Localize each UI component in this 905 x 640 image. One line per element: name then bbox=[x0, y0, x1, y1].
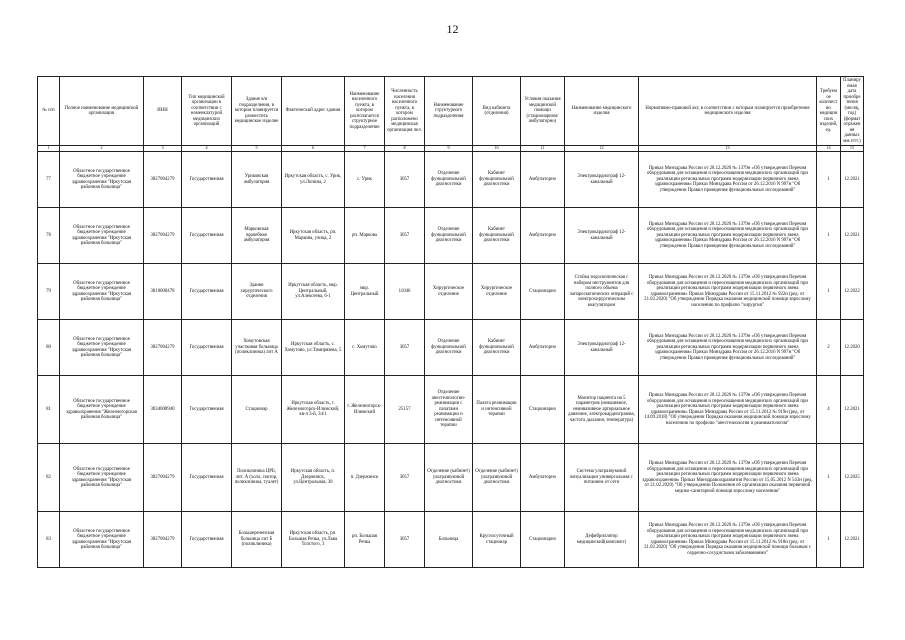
device-name: Монитор пациента на 5 параметров (инвазивное, неинвазивное артериальное давление, электрокардиограмма, частота дыхания, температура) bbox=[565, 376, 639, 444]
room-type-cell: Кабинет функциональной диагностики bbox=[473, 208, 521, 264]
organization-name: Областное государственное бюджетное учреждение здравоохранения "Иркутская районная больница" bbox=[60, 152, 144, 208]
row-number: 83 bbox=[38, 512, 60, 568]
row-number: 77 bbox=[38, 152, 60, 208]
building-cell: Уриковская амбулатория bbox=[232, 152, 282, 208]
column-header: Планируемая дата приобретения (месяц, год) (формат отражения данных мм.гггг.) bbox=[841, 77, 864, 146]
column-number: 10 bbox=[473, 146, 521, 152]
settlement-cell: мкр. Центральный bbox=[345, 264, 385, 320]
conditions-cell: Амбулаторно bbox=[521, 320, 565, 376]
population-cell: 11046 bbox=[385, 264, 425, 320]
room-type-cell: Круглосуточный стационар bbox=[473, 512, 521, 568]
inn-cell: 3827004279 bbox=[144, 208, 182, 264]
building-cell: Поликлиника ЦРБ, лит. А (холл, сектор, поликлиника, туалет) bbox=[232, 444, 282, 512]
column-header: Наименование структурного подразделения bbox=[425, 77, 473, 146]
organization-name: Областное государственное бюджетное учреждение здравоохранения "Железногорская районная больница" bbox=[60, 376, 144, 444]
inn-cell: 3834008940 bbox=[144, 376, 182, 444]
header-row bbox=[38, 77, 864, 146]
inn-cell: 3827004279 bbox=[144, 152, 182, 208]
purchase-date: 12.2025 bbox=[841, 444, 864, 512]
population-cell: 3057 bbox=[385, 512, 425, 568]
column-header: Наименование медицинского изделия bbox=[565, 77, 639, 146]
organization-name: Областное государственное бюджетное учреждение здравоохранения "Иркутская районная больница" bbox=[60, 208, 144, 264]
organization-name: Областное государственное бюджетное учреждение здравоохранения "Иркутская районная больница" bbox=[60, 512, 144, 568]
column-number: 15 bbox=[841, 146, 864, 152]
population-cell: 3057 bbox=[385, 444, 425, 512]
building-cell: Большереченская больница лит Б (поликлиника) bbox=[232, 512, 282, 568]
column-number: 7 bbox=[345, 146, 385, 152]
conditions-cell: Стационарно bbox=[521, 264, 565, 320]
column-header: № п/п bbox=[38, 77, 60, 146]
population-cell: 3057 bbox=[385, 208, 425, 264]
column-header: Нормативно-правовой акт, в соответствии с которым планируется приобретение медицинского изделия bbox=[639, 77, 817, 146]
column-header: Наименование населенного пункта, в котором располагается структурное подразделение bbox=[345, 77, 385, 146]
column-header: Полное наименование медицинской организации bbox=[60, 77, 144, 146]
legal-basis: Приказ Минздрава России от 28.12.2020 № 1379н «Об утверждении Перечня оборудования для оснащения и переоснащения медицинских организаций при реализации региональных программ модернизации первичного звена здравоохранения» Приказ Минздрава России от 15.11.2012 № 919н (ред. от 14.09.2018) "Об утверждении Порядка оказания медицинской помощи взрослому населению по профилю "анестезиология и реаниматология" bbox=[639, 376, 817, 444]
table-row bbox=[38, 376, 864, 444]
table-row bbox=[38, 444, 864, 512]
population-cell: 3057 bbox=[385, 152, 425, 208]
inn-cell: 3827004279 bbox=[144, 320, 182, 376]
legal-basis: Приказ Минздрава России от 28.12.2020 № 1379н «Об утверждении Перечня оборудования для оснащения и переоснащения медицинских организаций при реализации региональных программ модернизации первичного звена здравоохранения» Приказ Минздрава России от 26.12.2016 N 997н "Об утверждении Правил проведения функциональных исследований" bbox=[639, 152, 817, 208]
conditions-cell: Амбулаторно bbox=[521, 152, 565, 208]
org-type: Государственная bbox=[182, 444, 232, 512]
building-cell: Марковская врачебная амбулатория bbox=[232, 208, 282, 264]
purchase-date: 12.2021 bbox=[841, 208, 864, 264]
table-body bbox=[38, 152, 864, 568]
column-header: Численность населения населенного пункта, в котором расположено медицинская организация чел. bbox=[385, 77, 425, 146]
quantity-cell: 1 bbox=[817, 208, 841, 264]
inn-cell: 3827004279 bbox=[144, 512, 182, 568]
column-header: Здание в/в подразделения, в котором планируется разместить медицинское изделие bbox=[232, 77, 282, 146]
settlement-cell: с. Хомутово bbox=[345, 320, 385, 376]
quantity-cell: 1 bbox=[817, 264, 841, 320]
column-header: Вид кабинета (отделения) bbox=[473, 77, 521, 146]
column-header: ИНН bbox=[144, 77, 182, 146]
column-number: 13 bbox=[639, 146, 817, 152]
equipment-registry-table bbox=[37, 76, 864, 568]
purchase-date: 12.2020 bbox=[841, 320, 864, 376]
purchase-date: 12.2021 bbox=[841, 512, 864, 568]
organization-name: Областное государственное бюджетное учреждение здравоохранения "Иркутская районная больница" bbox=[60, 264, 144, 320]
org-type: Государственная bbox=[182, 512, 232, 568]
legal-basis: Приказ Минздрава России от 28.12.2020 № 1379н «Об утверждении Перечня оборудования для оснащения и переоснащения медицинских организаций при реализации региональных программ модернизации первичного звена здравоохранения» Приказ Минздрава России от 15.11.2012 № 918н (ред. от 21.02.2020) "Об утверждении Порядка оказания медицинской помощи больным с сердечно-сосудистыми заболеваниями" bbox=[639, 512, 817, 568]
row-number: 80 bbox=[38, 320, 60, 376]
table-row bbox=[38, 264, 864, 320]
unit-cell: Отделение функциональной диагностики bbox=[425, 320, 473, 376]
building-cell: Хомутовская участковая больница (поликлиника) лит А bbox=[232, 320, 282, 376]
row-number: 78 bbox=[38, 208, 60, 264]
settlement-cell: рп. Большая Речка bbox=[345, 512, 385, 568]
address-cell: Иркутская область, с. Хомутово, ул.Тимирязева, 5 bbox=[282, 320, 345, 376]
unit-cell: Отделение (кабинет) ультразвуковой диагностики bbox=[425, 444, 473, 512]
column-number: 11 bbox=[521, 146, 565, 152]
legal-basis: Приказ Минздрава России от 28.12.2020 № 1379н «Об утверждении Перечня оборудования для оснащения и переоснащения медицинских организаций при реализации региональных программ модернизации первичного звена здравоохранения» Приказ Минздравсоцразвития России от 15.05.2012 N 543н (ред. от 21.02.2020) "Об утверждении Положения об организации оказания первичной медико-санитарной помощи взрослому населению" bbox=[639, 444, 817, 512]
quantity-cell: 4 bbox=[817, 376, 841, 444]
quantity-cell: 1 bbox=[817, 512, 841, 568]
table-row bbox=[38, 320, 864, 376]
unit-cell: Отделение анестезиологии-реанимации с палатами реанимации и интенсивной терапии bbox=[425, 376, 473, 444]
org-type: Государственная bbox=[182, 152, 232, 208]
quantity-cell: 1 bbox=[817, 152, 841, 208]
page-number: 12 bbox=[446, 22, 459, 36]
legal-basis: Приказ Минздрава России от 28.12.2020 № 1379н «Об утверждении Перечня оборудования для оснащения и переоснащения медицинских организаций при реализации региональных программ модернизации первичного звена здравоохранения» Приказ Минздрава России от 15.11.2012 № 922н (ред. от 21.02.2020) "Об утверждении Порядка оказания медицинской помощи взрослому населению по профилю "хирургия" bbox=[639, 264, 817, 320]
org-type: Государственная bbox=[182, 208, 232, 264]
room-type-cell: Кабинет функциональной диагностики bbox=[473, 320, 521, 376]
org-type: Государственная bbox=[182, 320, 232, 376]
column-number: 14 bbox=[817, 146, 841, 152]
column-header: Тип медицинской организации в соответствии с номенклатурой медицинских организаций bbox=[182, 77, 232, 146]
table-row bbox=[38, 152, 864, 208]
conditions-cell: Амбулаторно bbox=[521, 208, 565, 264]
conditions-cell: Амбулаторно bbox=[521, 444, 565, 512]
table-row bbox=[38, 208, 864, 264]
unit-cell: Отделение функциональной диагностики bbox=[425, 152, 473, 208]
building-cell: Здание хирургического отделения bbox=[232, 264, 282, 320]
purchase-date: 12.2021 bbox=[841, 152, 864, 208]
room-type-cell: Отделение (кабинет) ультразвуковой диагностики bbox=[473, 444, 521, 512]
inn-cell: 3827004279 bbox=[144, 444, 182, 512]
legal-basis: Приказ Минздрава России от 28.12.2020 № 1379н «Об утверждении Перечня оборудования для оснащения и переоснащения медицинских организаций при реализации региональных программ модернизации первичного звена здравоохранения» Приказ Минздрава России от 26.12.2016 N 997н "Об утверждении Правил проведения функциональных исследований" bbox=[639, 208, 817, 264]
org-type: Государственная bbox=[182, 264, 232, 320]
column-number: 6 bbox=[282, 146, 345, 152]
org-type: Государственная bbox=[182, 376, 232, 444]
conditions-cell: Стационарно bbox=[521, 512, 565, 568]
row-number: 82 bbox=[38, 444, 60, 512]
population-cell: 25157 bbox=[385, 376, 425, 444]
room-type-cell: Кабинет функциональной диагностики bbox=[473, 152, 521, 208]
address-cell: Иркутская область, мкр. Центральный, ул.Алексеева, 6-1 bbox=[282, 264, 345, 320]
inn-cell: 3810000478 bbox=[144, 264, 182, 320]
address-cell: Иркутская область, п. Дзержинск, ул.Центральная, 38 bbox=[282, 444, 345, 512]
address-cell: Иркутская область, рп. Большая Речка, ул.Льва Толстого, 3 bbox=[282, 512, 345, 568]
device-name: Дефибриллятор медицинский(комплект) bbox=[565, 512, 639, 568]
column-number: 1 bbox=[38, 146, 60, 152]
table-row bbox=[38, 512, 864, 568]
organization-name: Областное государственное бюджетное учреждение здравоохранения "Иркутская районная больница" bbox=[60, 444, 144, 512]
device-name: Электрокардиограф 12-канальный bbox=[565, 152, 639, 208]
unit-cell: Хирургическое отделение bbox=[425, 264, 473, 320]
column-header: Фактический адрес здания bbox=[282, 77, 345, 146]
column-number: 3 bbox=[144, 146, 182, 152]
conditions-cell: Стационарно bbox=[521, 376, 565, 444]
quantity-cell: 1 bbox=[817, 444, 841, 512]
column-number: 2 bbox=[60, 146, 144, 152]
settlement-cell: г. Железногорск-Илимский bbox=[345, 376, 385, 444]
column-number: 9 bbox=[425, 146, 473, 152]
settlement-cell: с. Урик bbox=[345, 152, 385, 208]
unit-cell: Больница bbox=[425, 512, 473, 568]
column-number: 4 bbox=[182, 146, 232, 152]
address-cell: Иркутская область, г. Железногорск-Илимский, кв-л 3-й, 34/1 bbox=[282, 376, 345, 444]
device-name: Стойка эндоскопическая с набором инструментов для полного объема лапароскопических операций с электрохирургическим коагулятором bbox=[565, 264, 639, 320]
room-type-cell: Палата реанимации и интенсивной терапии bbox=[473, 376, 521, 444]
room-type-cell: Хирургическое отделение bbox=[473, 264, 521, 320]
device-name: Электрокардиограф 12-канальный bbox=[565, 320, 639, 376]
column-number: 5 bbox=[232, 146, 282, 152]
row-number: 79 bbox=[38, 264, 60, 320]
settlement-cell: рп. Маркова bbox=[345, 208, 385, 264]
device-name: Электрокардиограф 12-канальный bbox=[565, 208, 639, 264]
address-cell: Иркутская область, с. Урик, ул.Лопина, 2 bbox=[282, 152, 345, 208]
building-cell: Стационар bbox=[232, 376, 282, 444]
device-name: Система ультразвуковой визуализации универсальная с питанием от сети bbox=[565, 444, 639, 512]
purchase-date: 12.2022 bbox=[841, 264, 864, 320]
address-cell: Иркутская область, рп. Маркова, улица, 2 bbox=[282, 208, 345, 264]
population-cell: 3057 bbox=[385, 320, 425, 376]
column-header: Требуемое количество медицинских изделий, ед. bbox=[817, 77, 841, 146]
organization-name: Областное государственное бюджетное учреждение здравоохранения "Иркутская районная больница" bbox=[60, 320, 144, 376]
quantity-cell: 2 bbox=[817, 320, 841, 376]
column-number: 12 bbox=[565, 146, 639, 152]
legal-basis: Приказ Минздрава России от 28.12.2020 № 1379н «Об утверждении Перечня оборудования для оснащения и переоснащения медицинских организаций при реализации региональных программ модернизации первичного звена здравоохранения» Приказ Минздрава России от 26.12.2016 N 997н "Об утверждении Правил проведения функциональных исследований" bbox=[639, 320, 817, 376]
column-header: Условия оказания медицинской помощи (стационарном/амбулаторно) bbox=[521, 77, 565, 146]
settlement-cell: п. Дзержинск bbox=[345, 444, 385, 512]
column-number: 8 bbox=[385, 146, 425, 152]
unit-cell: Отделение функциональной диагностики bbox=[425, 208, 473, 264]
row-number: 81 bbox=[38, 376, 60, 444]
purchase-date: 12.2021 bbox=[841, 376, 864, 444]
